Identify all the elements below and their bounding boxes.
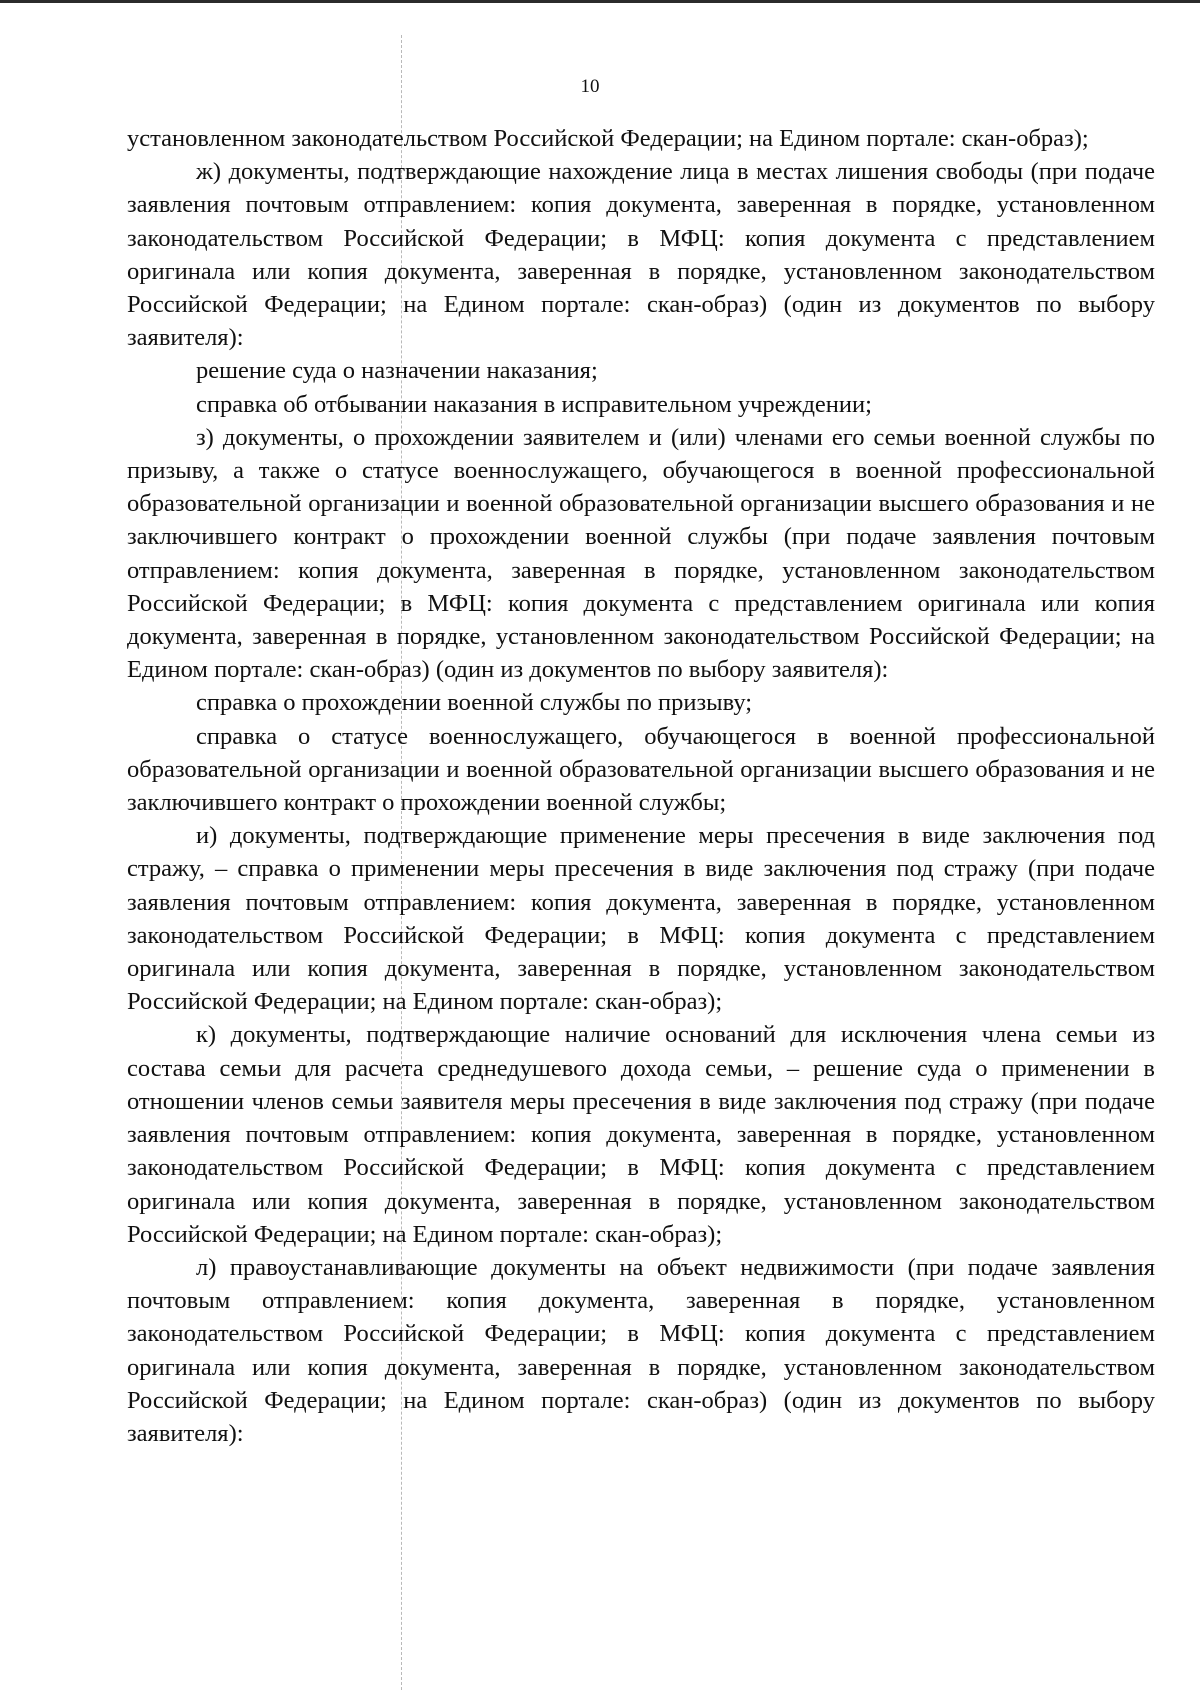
list-item-conscription-certificate: справка о прохождении военной службы по призыву; xyxy=(196,689,753,717)
page-number: 10 xyxy=(580,76,600,97)
paragraph-continuation: установленном законодательством Российской Федерации; на Едином портале: скан-образ); xyxy=(127,125,1089,152)
paragraph-item-z: з) документы, о прохождении заявителем и (или) членами его семьи военной службы по призыву, а также о статусе военнослужащего, обучающегося в военной профессиональной образовательной организации и военной образовательной организации высшего образования и не заключившего контракт о прохождении военной службы (при подаче заявления почтовым отправлением: копия документа, заверенная в порядке, установленном законодательством Российской Федерации; в МФЦ: копия документа с представлением оригинала или копия документа, заверенная в порядке, установленном законодательством Российской Федерации; на Едином портале: скан-образ) (один из документов по выбору заявителя): xyxy=(127,423,1155,684)
list-item-serving-certificate: справка об отбывании наказания в исправительном учреждении; xyxy=(196,390,872,418)
paragraph-item-zh: ж) документы, подтверждающие нахождение лица в местах лишения свободы (при подаче заявления почтовым отправлением: копия документа, заверенная в порядке, установленном законодательством Российской Федерации; в МФЦ: копия документа с представлением оригинала или копия документа, заверенная в порядке, установленном законодательством Российской Федерации; на Едином портале: скан-образ) (один из документов по выбору заявителя): xyxy=(127,158,1155,352)
paragraph-item-l: л) правоустанавливающие документы на объект недвижимости (при подаче заявления почтовым отправлением: копия документа, заверенная в порядке, установленном законодательством Российской Федерации; в МФЦ: копия документа с представлением оригинала или копия документа, заверенная в порядке, установленном законодательством Российской Федерации; на Едином портале: скан-образ) (один из документов по выбору заявителя): xyxy=(127,1253,1155,1447)
scan-top-edge xyxy=(0,0,1200,3)
list-item-court-decision: решение суда о назначении наказания; xyxy=(196,357,598,385)
document-body xyxy=(127,122,1155,1450)
paragraph-item-k: к) документы, подтверждающие наличие оснований для исключения члена семьи из состава семьи для расчета среднедушевого дохода семьи, – решение суда о применении в отношении членов семьи заявителя меры пресечения в виде заключения под стражу (при подаче заявления почтовым отправлением: копия документа, заверенная в порядке, установленном законодательством Российской Федерации; в МФЦ: копия документа с представлением оригинала или копия документа, заверенная в порядке, установленном законодательством Российской Федерации; на Едином портале: скан-образ); xyxy=(127,1021,1155,1248)
paragraph-item-i: и) документы, подтверждающие применение меры пресечения в виде заключения под стражу, – справка о применении меры пресечения в виде заключения под стражу (при подаче заявления почтовым отправлением: копия документа, заверенная в порядке, установленном законодательством Российской Федерации; в МФЦ: копия документа с представлением оригинала или копия документа, заверенная в порядке, установленном законодательством Российской Федерации; на Едином портале: скан-образ); xyxy=(127,822,1155,1016)
list-item-serviceman-status-certificate: справка о статусе военнослужащего, обучающегося в военной профессиональной образовательной организации и военной образовательной организации высшего образования и не заключившего контракт о прохождении военной службы; xyxy=(127,722,1155,817)
